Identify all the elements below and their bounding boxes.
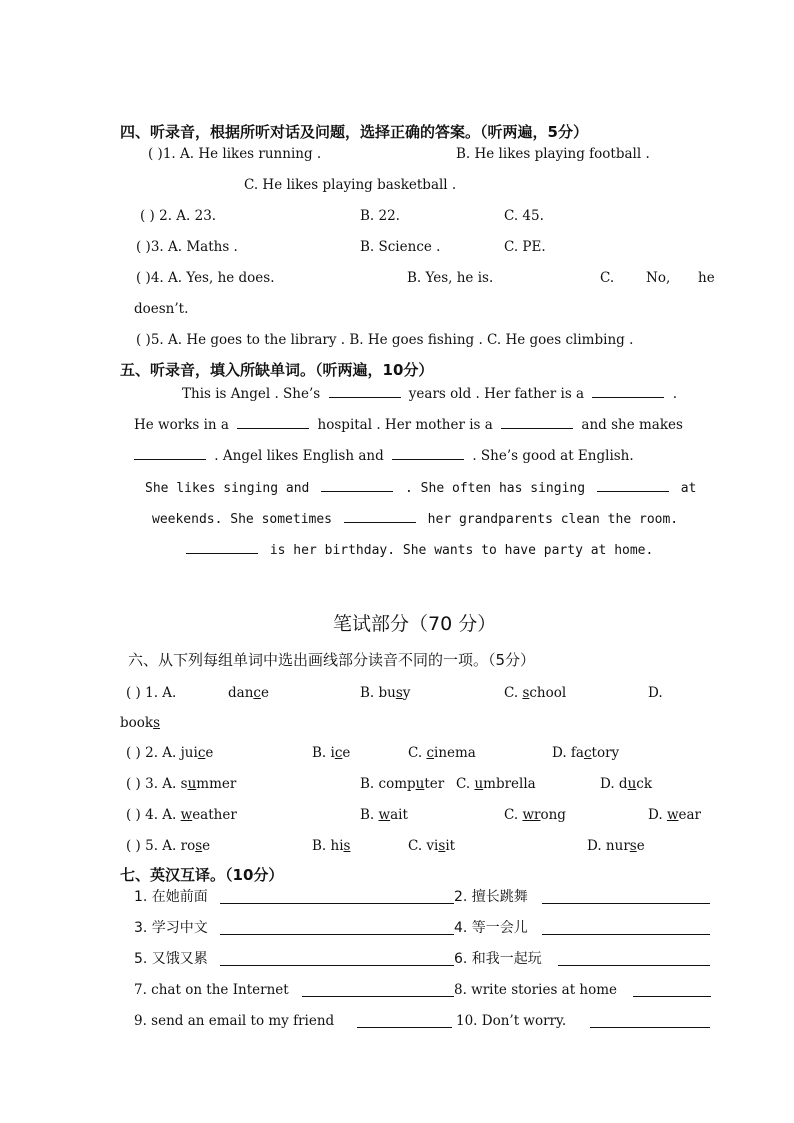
q4-1-option-c: C. He likes playing basketball . xyxy=(244,177,457,193)
q6-2-option-d: D. factory xyxy=(552,745,620,761)
q4-1-option-b: B. He likes playing football . xyxy=(456,146,650,162)
answer-line-8[interactable] xyxy=(633,996,711,997)
answer-blank-2[interactable] xyxy=(592,383,664,398)
passage-text: and she makes xyxy=(581,417,683,433)
q4-1-option-a: ( )1. A. He likes running . xyxy=(148,146,322,162)
passage-line-5 xyxy=(152,508,678,529)
q6-1-option-d-label: D. xyxy=(648,685,663,701)
q4-2-option-c: C. 45. xyxy=(504,208,544,224)
translate-item-6: 6. 和我一起玩 xyxy=(454,951,542,967)
q6-3-option-d: D. duck xyxy=(600,776,653,792)
q6-3-option-a: ( ) 3. A. summer xyxy=(126,776,237,792)
answer-line-3[interactable] xyxy=(220,934,454,935)
answer-blank-6[interactable] xyxy=(392,445,464,460)
translate-item-5: 5. 又饿又累 xyxy=(134,951,208,967)
q6-5-option-d: D. nurse xyxy=(587,838,645,854)
q4-4-option-c-word3: doesn’t. xyxy=(134,301,189,317)
passage-text: . xyxy=(672,386,677,402)
answer-line-1[interactable] xyxy=(220,903,454,904)
translate-item-10: 10. Don’t worry. xyxy=(456,1013,567,1029)
answer-blank-7[interactable] xyxy=(321,477,393,492)
answer-line-4[interactable] xyxy=(542,934,710,935)
translate-item-4: 4. 等一会儿 xyxy=(454,920,528,936)
section-6-heading: 六、从下列每组单词中选出画线部分读音不同的一项。（5分） xyxy=(128,651,536,669)
passage-text: years old . Her father is a xyxy=(408,386,585,402)
q4-3-option-a: ( )3. A. Maths . xyxy=(136,239,238,255)
written-section-title: 笔试部分（70 分） xyxy=(333,613,497,635)
q6-1-option-d: books xyxy=(120,715,161,731)
q4-3-option-b: B. Science . xyxy=(360,239,441,255)
q6-4-option-a: ( ) 4. A. weather xyxy=(126,807,237,823)
q6-1-option-a: dance xyxy=(228,685,269,701)
passage-line-6 xyxy=(186,539,653,560)
answer-line-9[interactable] xyxy=(357,1027,452,1028)
answer-blank-3[interactable] xyxy=(237,414,309,429)
q4-4-option-c-word2: he xyxy=(698,270,715,286)
passage-text: She likes singing and xyxy=(145,481,310,496)
translate-item-7: 7. chat on the Internet xyxy=(134,982,289,998)
passage-line-3 xyxy=(134,445,634,465)
q6-1-option-c: C. school xyxy=(504,685,567,701)
passage-text: hospital . Her mother is a xyxy=(317,417,493,433)
passage-line-1 xyxy=(182,383,677,403)
translate-item-2: 2. 擅长跳舞 xyxy=(454,889,528,905)
q6-1-option-b: B. busy xyxy=(360,685,411,701)
q4-4-option-c: C. xyxy=(600,270,615,286)
passage-text: This is Angel . She’s xyxy=(182,386,321,402)
q6-3-option-c: C. umbrella xyxy=(456,776,536,792)
passage-line-2 xyxy=(134,414,683,434)
answer-blank-10[interactable] xyxy=(186,539,258,554)
passage-text: is her birthday. She wants to have party at home. xyxy=(269,543,654,558)
translate-item-9: 9. send an email to my friend xyxy=(134,1013,335,1029)
answer-blank-9[interactable] xyxy=(344,508,416,523)
q6-2-option-b: B. ice xyxy=(312,745,351,761)
passage-text: weekends. She sometimes xyxy=(152,512,333,527)
answer-line-10[interactable] xyxy=(590,1027,710,1028)
answer-line-6[interactable] xyxy=(558,965,710,966)
q6-4-option-b: B. wait xyxy=(360,807,408,823)
translate-item-3: 3. 学习中文 xyxy=(134,920,208,936)
translate-item-8: 8. write stories at home xyxy=(454,982,618,998)
q6-4-option-d: D. wear xyxy=(648,807,701,823)
q4-3-option-c: C. PE. xyxy=(504,239,546,255)
q4-5-options: ( )5. A. He goes to the library . B. He goes fishing . C. He goes climbing . xyxy=(136,332,634,348)
q6-5-option-c: C. visit xyxy=(408,838,456,854)
answer-blank-1[interactable] xyxy=(329,383,401,398)
passage-line-4 xyxy=(145,477,696,498)
q6-2-option-c: C. cinema xyxy=(408,745,476,761)
section-7-heading: 七、英汉互译。（10分） xyxy=(120,866,284,884)
passage-text: . She’s good at English. xyxy=(472,448,634,464)
answer-blank-4[interactable] xyxy=(501,414,573,429)
q6-4-option-c: C. wrong xyxy=(504,807,566,823)
passage-text: . Angel likes English and xyxy=(214,448,384,464)
passage-text: her grandparents clean the room. xyxy=(427,512,679,527)
answer-blank-8[interactable] xyxy=(597,477,669,492)
section-5-heading: 五、听录音，填入所缺单词。（听两遍，10分） xyxy=(120,361,434,379)
q4-4-option-c-word1: No, xyxy=(646,270,671,286)
q6-5-option-b: B. his xyxy=(312,838,351,854)
passage-text: He works in a xyxy=(134,417,229,433)
answer-line-2[interactable] xyxy=(542,903,710,904)
q6-2-option-a: ( ) 2. A. juice xyxy=(126,745,214,761)
passage-text: . She often has singing xyxy=(405,481,586,496)
q4-4-option-a: ( )4. A. Yes, he does. xyxy=(136,270,275,286)
q6-1-number: ( ) 1. A. xyxy=(126,685,177,701)
translate-item-1: 1. 在她前面 xyxy=(134,889,208,905)
q4-2-option-b: B. 22. xyxy=(360,208,400,224)
section-4-heading: 四、听录音，根据所听对话及问题，选择正确的答案。（听两遍，5分） xyxy=(120,123,588,141)
q4-4-option-b: B. Yes, he is. xyxy=(407,270,494,286)
passage-text: at xyxy=(680,481,697,496)
q6-3-option-b: B. computer xyxy=(360,776,445,792)
q6-5-option-a: ( ) 5. A. rose xyxy=(126,838,211,854)
answer-line-5[interactable] xyxy=(220,965,454,966)
q4-2-option-a: ( ) 2. A. 23. xyxy=(140,208,217,224)
answer-line-7[interactable] xyxy=(302,996,454,997)
answer-blank-5[interactable] xyxy=(134,445,206,460)
